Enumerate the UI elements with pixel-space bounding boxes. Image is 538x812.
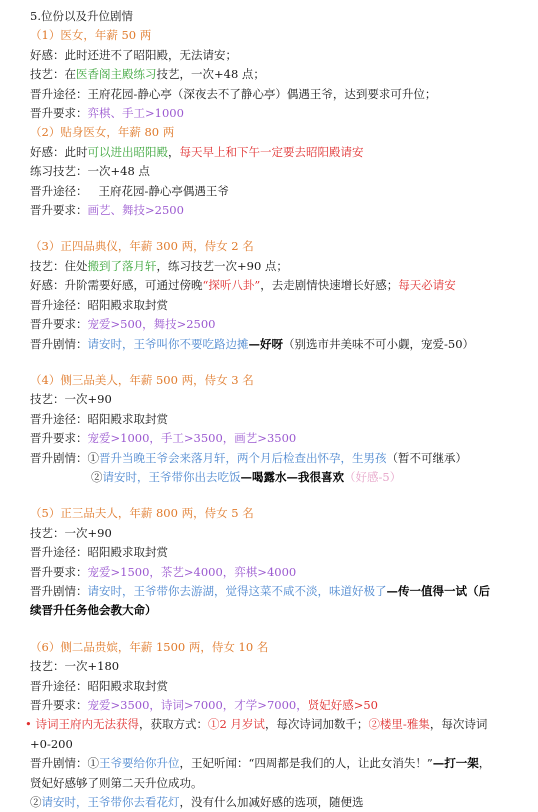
- requirement-highlight: 宠爱>1000，手工>3500，画艺>3500: [87, 431, 297, 446]
- text-segment: ，没有什么加减好感的选项，随便选: [179, 795, 364, 810]
- promotion-story-continuation: 贤妃好感够了则第二天升位成功。: [30, 775, 203, 790]
- rank-title: 贴身医女，年薪 80 两: [60, 125, 175, 140]
- text-segment: 晋升要求：: [30, 564, 88, 579]
- promotion-requirement-line: [30, 315, 530, 334]
- text-segment: ，获取方式：: [138, 717, 208, 732]
- text-segment: 技艺，一次+48 点；: [156, 67, 265, 82]
- text-segment: 晋升要求：: [30, 106, 88, 121]
- skill-line: [30, 257, 530, 276]
- promotion-story-line: [30, 468, 530, 487]
- promotion-story-continuation: 续晋升任务他会教大命）: [30, 603, 157, 618]
- text-segment: 晋升剧情：: [30, 583, 88, 598]
- text-segment: 技艺：住处: [30, 258, 88, 273]
- rank-number: （3）: [30, 239, 61, 254]
- warning-highlight: 每天早上和下午一定要去昭阳殿请安: [179, 144, 364, 159]
- text-segment: 晋升要求：: [30, 203, 88, 218]
- skill-line: 技艺：一次+180: [30, 659, 120, 674]
- promotion-route-line: 晋升途径：昭阳殿求取封赏: [30, 411, 168, 426]
- rank-number: （6）: [30, 639, 61, 654]
- promotion-route-line: 晋升途径：昭阳殿求取封赏: [30, 297, 168, 312]
- requirement-highlight: 画艺、舞技>2500: [87, 203, 184, 218]
- spacer: [30, 621, 530, 638]
- rank-heading: [30, 371, 530, 390]
- text-segment: （暂不可继承）: [386, 450, 467, 465]
- text-segment: 好感：此时: [30, 144, 88, 159]
- promotion-story-line: [30, 582, 530, 601]
- skill-line: [30, 65, 530, 84]
- text-segment: ，每次诗词加数千；: [264, 717, 369, 732]
- story-highlight: 晋升当晚王爷会来落月轩，两个月后检查出怀孕，生男孩: [99, 450, 387, 465]
- skill-line: 技艺：一次+90: [30, 525, 112, 540]
- text-segment: ，: [168, 144, 180, 159]
- promotion-requirement-line: [30, 696, 530, 715]
- poetry-source-continuation: +0-200: [30, 736, 73, 751]
- promotion-requirement-line: [30, 201, 530, 220]
- skill-line: 练习技艺：一次+48 点: [30, 164, 150, 179]
- choice-highlight: —打一架: [432, 756, 479, 771]
- rank-heading: [30, 26, 530, 45]
- favor-line: [30, 143, 530, 162]
- choice-highlight: —喝露水—我很喜欢: [240, 469, 344, 484]
- favor-line: [30, 276, 530, 295]
- rank-heading: [30, 123, 530, 142]
- rank-title: 医女，年薪 50 两: [60, 28, 152, 43]
- text-segment: 晋升剧情：①: [30, 756, 99, 771]
- choice-highlight: —好呀: [248, 336, 283, 351]
- text-segment: （别选市井美味不可小觑，宠爱-50）: [283, 336, 475, 351]
- promotion-story-line: [30, 754, 530, 773]
- favor-line: 好感：此时还进不了昭阳殿，无法请安；: [30, 47, 237, 62]
- text-segment: ，: [478, 756, 491, 771]
- promotion-route-line: 晋升途径：王府花园-静心亭（深夜去不了静心亭）偶遇王爷，达到要求可升位；: [30, 86, 437, 101]
- spacer: [30, 487, 530, 504]
- rank-title: 正四品典仪，年薪 300 两，侍女 2 名: [60, 239, 254, 254]
- choice-highlight: —传一值得一试（后: [386, 583, 490, 598]
- rank-title: 正三品夫人，年薪 800 两，侍女 5 名: [60, 506, 254, 521]
- text-segment: ②: [30, 795, 42, 810]
- rank-number: （4）: [30, 372, 61, 387]
- promotion-requirement-line: [30, 563, 530, 582]
- rank-heading: [30, 638, 530, 657]
- favor-requirement-highlight: 贤妃好感>50: [307, 698, 378, 712]
- source-highlight: ①2 月岁试: [207, 717, 265, 732]
- source-highlight: ②楼里-雅集: [368, 717, 430, 732]
- story-highlight: 请安时，王爷带你去看花灯: [41, 795, 180, 810]
- requirement-highlight: 宠爱>500，舞技>2500: [87, 317, 216, 332]
- access-highlight: 可以进出昭阳殿: [87, 144, 168, 159]
- promotion-story-line: [30, 335, 530, 354]
- story-highlight: 王爷要给你升位: [99, 756, 180, 771]
- promotion-story-line: [30, 449, 530, 468]
- story-highlight: 请安时，王爷带你出去吃饭: [102, 469, 241, 484]
- promotion-requirement-line: [30, 104, 530, 123]
- text-segment: ，王妃听闻：“四周都是我们的人，让此女消失！”: [179, 756, 433, 771]
- spacer: [30, 220, 530, 237]
- skill-line: 技艺：一次+90: [30, 392, 112, 407]
- section-title: 5.位份以及升位剧情: [30, 9, 133, 23]
- requirement-highlight: 宠爱>1500，茶艺>4000，弈棋>4000: [87, 564, 297, 579]
- rank-number: （1）: [30, 28, 61, 43]
- event-highlight: “探听八卦”: [202, 278, 261, 293]
- text-segment: 晋升剧情：①: [30, 450, 99, 465]
- text-segment: 好感：升阶需要好感，可通过傍晚: [30, 278, 203, 293]
- rank-number: （2）: [30, 125, 61, 140]
- rank-heading: [30, 237, 530, 256]
- text-segment: 晋升要求：: [30, 431, 88, 446]
- text-segment: ②: [91, 469, 103, 484]
- favor-change-note: （好感-5）: [344, 469, 402, 484]
- text-segment: 晋升要求：: [30, 698, 88, 712]
- promotion-story-line: [30, 793, 530, 812]
- text-segment: 技艺：在: [30, 67, 76, 82]
- text-segment: 晋升剧情：: [30, 336, 88, 351]
- promotion-route-line: 晋升途径：昭阳殿求取封赏: [30, 678, 168, 693]
- rank-number: （5）: [30, 506, 61, 521]
- spacer: [30, 354, 530, 371]
- promotion-requirement-line: [30, 429, 530, 448]
- warning-highlight: 每天必请安: [398, 278, 456, 293]
- requirement-highlight: 弈棋、手工>1000: [87, 106, 184, 121]
- poetry-source-note: [25, 715, 530, 734]
- requirement-highlight: 宠爱>3500，诗词>7000，才学>7000，: [87, 698, 308, 712]
- text-segment: 晋升要求：: [30, 317, 88, 332]
- promotion-route-line: 晋升途径：昭阳殿求取封赏: [30, 545, 168, 560]
- warning-highlight: • 诗词王府内无法获得: [25, 717, 139, 732]
- rank-title: 侧三品美人，年薪 500 两，侍女 3 名: [60, 372, 254, 387]
- location-highlight: 医香阁主殿练习: [76, 67, 157, 82]
- rank-heading: [30, 504, 530, 523]
- promotion-route-line: 晋升途径： 王府花园-静心亭偶遇王爷: [30, 183, 229, 198]
- location-highlight: 搬到了落月轩: [87, 258, 157, 273]
- text-segment: ，练习技艺一次+90 点；: [156, 258, 288, 273]
- story-highlight: 请安时，王爷带你去游湖，觉得这菜不咸不淡，味道好极了: [87, 583, 387, 598]
- text-segment: ，去走剧情快速增长好感；: [260, 278, 399, 293]
- text-segment: ，每次诗词: [429, 717, 488, 732]
- rank-title: 侧二品贵嫔，年薪 1500 两，侍女 10 名: [60, 639, 269, 654]
- story-highlight: 请安时，王爷叫你不要吃路边摊: [87, 336, 249, 351]
